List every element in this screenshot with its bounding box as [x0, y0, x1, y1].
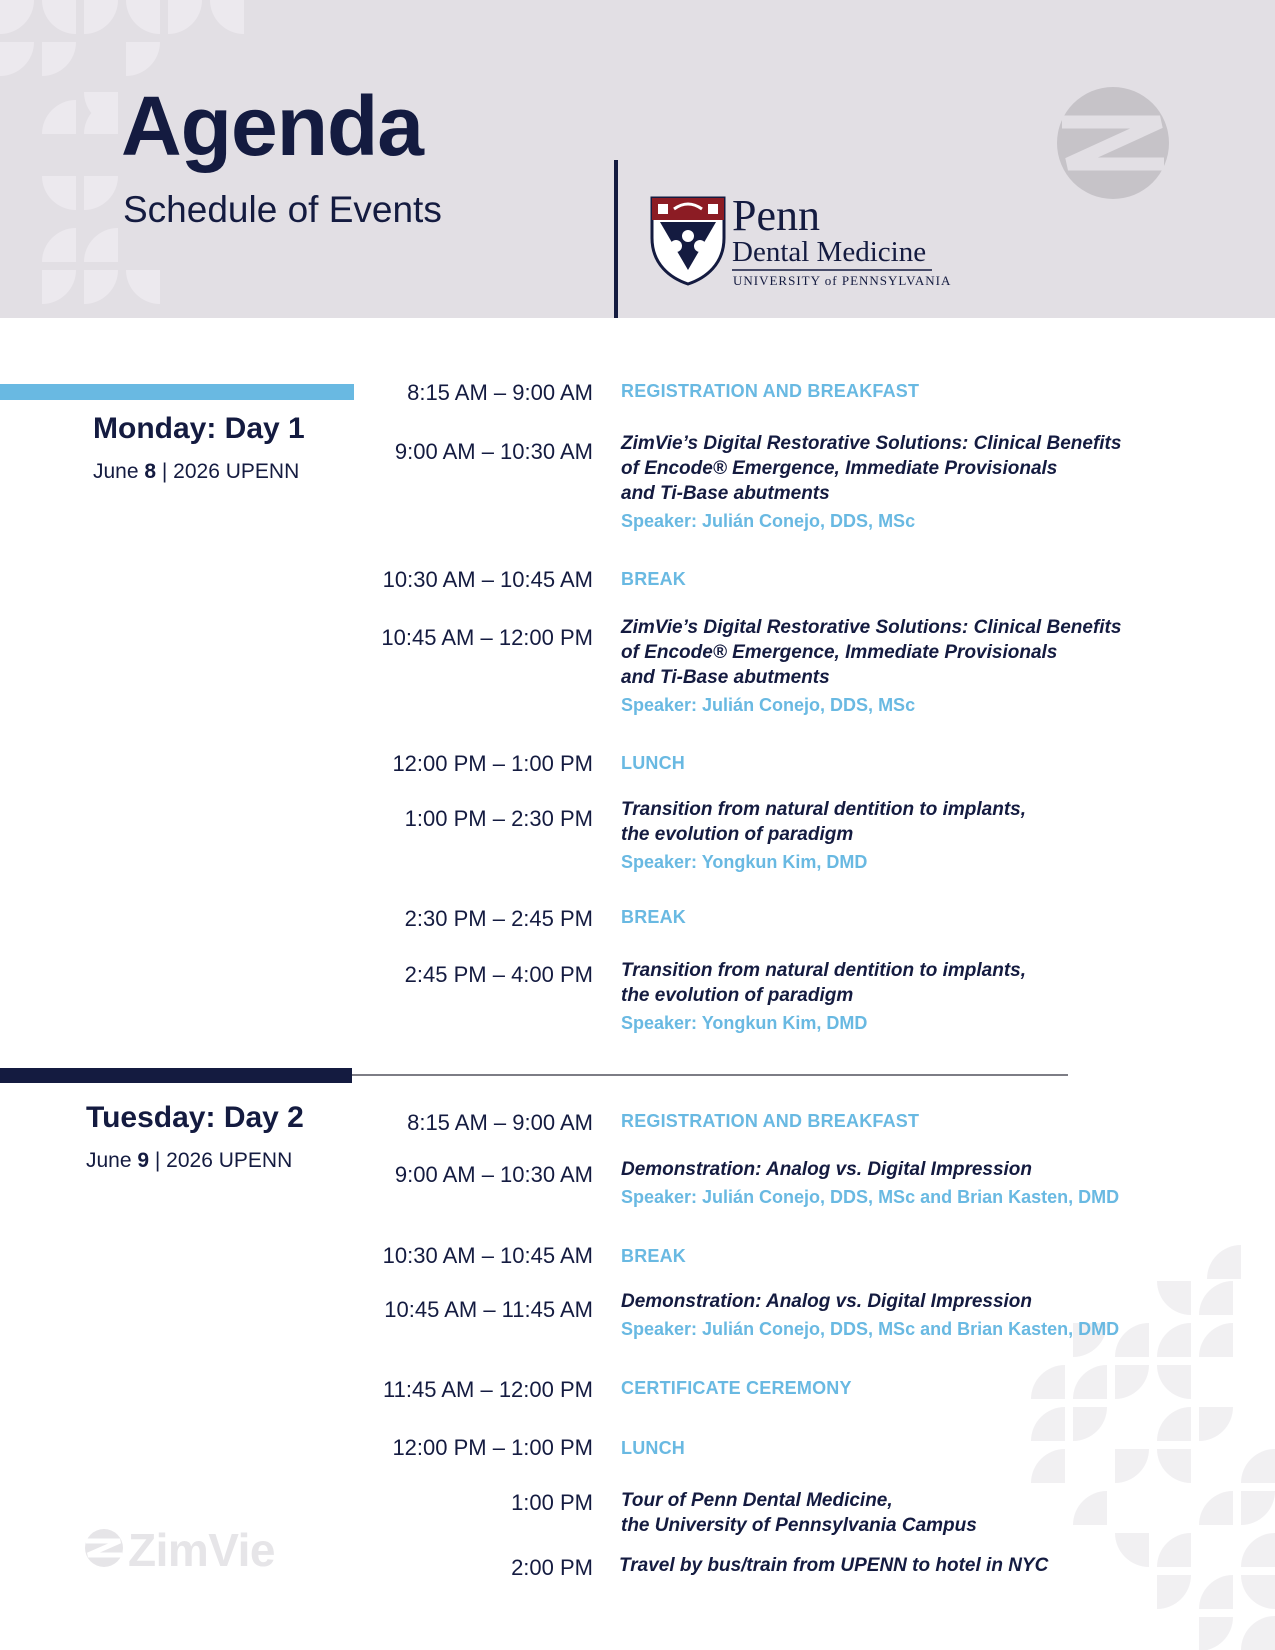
event-item: [621, 569, 1141, 590]
event-item: [621, 381, 1141, 402]
event-item: [621, 431, 1141, 532]
event-time: 12:00 PM – 1:00 PM: [392, 751, 593, 776]
event-item: [621, 1157, 1141, 1208]
event-speaker: Speaker: Julián Conejo, DDS, MSc: [621, 511, 916, 531]
day1-accent-bar: [0, 384, 354, 400]
event-time: 12:00 PM – 1:00 PM: [392, 1435, 593, 1460]
event-item: [621, 1246, 1141, 1267]
event-title: Transition from natural dentition to implants, the evolution of paradigm: [621, 960, 1026, 1006]
event-time: 1:00 PM – 2:30 PM: [404, 806, 593, 831]
event-time: 2:00 PM: [511, 1555, 593, 1580]
event-time: 1:00 PM: [511, 1490, 593, 1515]
event-title: Tour of Penn Dental Medicine, the University of Pennsylvania Campus: [621, 1490, 977, 1536]
event-time: 8:15 AM – 9:00 AM: [407, 1110, 593, 1135]
event-item: [621, 907, 1141, 928]
event-item: [621, 1488, 1141, 1538]
day1-title: Monday: Day 1: [93, 412, 305, 445]
logo-university: UNIVERSITY of PENNSYLVANIA: [733, 273, 952, 288]
event-time: 11:45 AM – 12:00 PM: [383, 1377, 593, 1402]
day2-accent-bar: [0, 1068, 352, 1083]
event-item: [621, 1438, 1141, 1459]
event-time: 10:45 AM – 12:00 PM: [381, 625, 593, 650]
event-speaker: Speaker: Yongkun Kim, DMD: [621, 852, 868, 872]
event-time: 2:30 PM – 2:45 PM: [404, 906, 593, 931]
event-speaker: Speaker: Julián Conejo, DDS, MSc: [621, 695, 916, 715]
event-time: 9:00 AM – 10:30 AM: [394, 439, 593, 464]
logo-subname: Dental Medicine: [732, 236, 927, 268]
event-title: Demonstration: Analog vs. Digital Impression: [621, 1291, 1033, 1312]
header-banner: [0, 0, 1275, 318]
zimvie-wordmark: ZimVie: [128, 1524, 275, 1576]
event-label: BREAK: [621, 569, 687, 589]
event-title: ZimVie’s Digital Restorative Solutions: Clinical Benefits of Encode® Emergence, Immediate Provisionals and Ti-Base abutments: [621, 433, 1122, 504]
event-item: [621, 1111, 1141, 1132]
event-time: 10:30 AM – 10:45 AM: [382, 567, 593, 592]
event-label: LUNCH: [621, 1438, 685, 1458]
event-item: [621, 797, 1141, 873]
day2-title: Tuesday: Day 2: [86, 1101, 304, 1134]
event-item: [621, 1289, 1141, 1340]
event-label: REGISTRATION AND BREAKFAST: [621, 381, 920, 401]
day2-date: June 9 | 2026 UPENN: [86, 1149, 293, 1172]
event-time: 9:00 AM – 10:30 AM: [394, 1162, 593, 1187]
event-title: Demonstration: Analog vs. Digital Impression: [621, 1159, 1033, 1180]
event-time: 10:45 AM – 11:45 AM: [384, 1297, 593, 1322]
logo-name: Penn: [732, 191, 820, 240]
event-title: Travel by bus/train from UPENN to hotel in NYC: [619, 1555, 1049, 1576]
event-item: [621, 1378, 1141, 1399]
page-subtitle: Schedule of Events: [123, 189, 442, 230]
event-speaker: Speaker: Yongkun Kim, DMD: [621, 1013, 868, 1033]
event-title: Transition from natural dentition to implants, the evolution of paradigm: [621, 799, 1026, 845]
event-speaker: Speaker: Julián Conejo, DDS, MSc and Brian Kasten, DMD: [621, 1319, 1120, 1339]
header-divider: [614, 160, 618, 318]
event-time: 2:45 PM – 4:00 PM: [404, 962, 593, 987]
event-time: 10:30 AM – 10:45 AM: [382, 1243, 593, 1268]
event-label: REGISTRATION AND BREAKFAST: [621, 1111, 920, 1131]
event-title: ZimVie’s Digital Restorative Solutions: Clinical Benefits of Encode® Emergence, Immediate Provisionals and Ti-Base abutments: [621, 617, 1122, 688]
event-label: BREAK: [621, 1246, 687, 1266]
event-item: [619, 1553, 1139, 1578]
event-label: LUNCH: [621, 753, 685, 773]
event-item: [621, 753, 1141, 774]
day1-date: June 8 | 2026 UPENN: [93, 460, 300, 483]
zimvie-logo-icon: [84, 1528, 124, 1568]
event-speaker: Speaker: Julián Conejo, DDS, MSc and Brian Kasten, DMD: [621, 1187, 1120, 1207]
day-separator-line: [352, 1074, 1068, 1076]
event-item: [621, 615, 1141, 716]
event-label: CERTIFICATE CEREMONY: [621, 1378, 852, 1398]
event-label: BREAK: [621, 907, 687, 927]
event-item: [621, 958, 1141, 1034]
page-title: Agenda: [121, 79, 424, 173]
zimvie-mark-icon: [1056, 86, 1170, 200]
event-time: 8:15 AM – 9:00 AM: [407, 380, 593, 405]
